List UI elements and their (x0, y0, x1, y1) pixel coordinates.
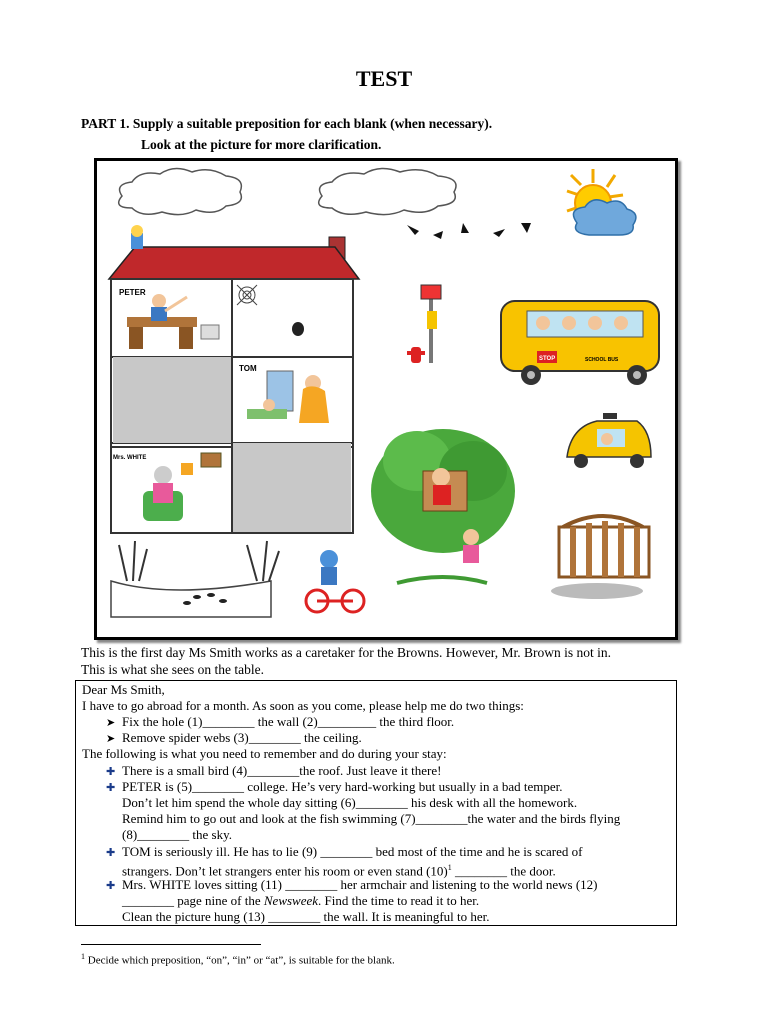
bird-icon (407, 223, 531, 239)
letter-item (106, 877, 598, 894)
label-peter: PETER (119, 288, 146, 297)
boy-on-bike-icon (306, 550, 364, 612)
letter-line: TOM is seriously ill. He has to lie (9) ________ bed most of the time and he is scared of (122, 844, 583, 859)
cloud-icon (319, 168, 456, 214)
footnote-divider (81, 944, 261, 945)
letter-line: Remove spider webs (3)________ the ceiling. (122, 730, 362, 745)
letter-text: ________ page nine of the (122, 893, 264, 908)
letter-line: Mrs. WHITE loves sitting (11) ________ her armchair and listening to the world news (12) (122, 877, 598, 892)
label-mrs-white: Mrs. WHITE (113, 455, 147, 461)
letter-item (106, 844, 582, 861)
letter-line: I have to go abroad for a month. As soon as you come, please help me do two things: (82, 698, 524, 713)
letter-text: ________ the door. (451, 863, 556, 879)
letter-greeting: Dear Ms Smith, (82, 682, 165, 697)
letter-text: strangers. Don’t let strangers enter his room or even stand (10) (122, 863, 448, 879)
taxi-icon (567, 413, 651, 468)
intro-line-1: This is the first day Ms Smith works as a caretaker for the Browns. However, Mr. Brown is not in. (81, 645, 612, 660)
letter-item (106, 763, 442, 780)
fence-icon (551, 516, 649, 599)
sun-icon (567, 169, 636, 235)
pin-bullet-icon: ✚ (106, 847, 116, 859)
letter-item (106, 714, 454, 731)
illustration-picture (94, 158, 678, 640)
letter-line: Remind him to go out and look at the fish swimming (7)________the water and the birds flying (122, 811, 621, 826)
page-title: TEST (355, 66, 413, 91)
pin-bullet-icon: ✚ (106, 782, 116, 794)
fire-hydrant-icon (407, 347, 425, 363)
letter-line: Fix the hole (1)________ the wall (2)_________ the third floor. (122, 714, 455, 729)
letter-line: There is a small bird (4)________the roof. Just leave it there! (122, 763, 442, 778)
newsweek-title: Newsweek (263, 893, 319, 908)
letter-line: PETER is (5)________ college. He’s very hard-working but usually in a bad temper. (122, 779, 563, 794)
pin-bullet-icon: ✚ (106, 766, 116, 778)
tree-icon (371, 429, 515, 583)
pond-icon (111, 541, 279, 617)
footnote-text: Decide which preposition, “on”, “in” or “at”, is suitable for the blank. (85, 954, 395, 967)
label-tom: TOM (239, 364, 257, 373)
school-bus-icon (501, 301, 659, 385)
footnote-ref: 1 (447, 863, 452, 872)
letter-box (75, 680, 677, 926)
footnote (81, 952, 395, 967)
letter-item (106, 779, 562, 796)
letter-line: Clean the picture hung (13) ________ the wall. It is meaningful to her. (122, 909, 490, 924)
part1-instruction: PART 1. Supply a suitable preposition for each blank (when necessary). (81, 116, 493, 131)
bus-stop-sign: STOP (539, 356, 556, 362)
part1-instruction-2: Look at the picture for more clarification. (141, 137, 382, 152)
letter-line (122, 893, 479, 909)
footnote-number: 1 (81, 952, 85, 961)
house-icon (109, 225, 359, 533)
arrow-bullet-icon: ➤ (106, 717, 116, 729)
hole-icon (292, 322, 304, 336)
pin-bullet-icon: ✚ (106, 880, 116, 892)
intro-line-2: This is what she sees on the table. (81, 662, 264, 677)
letter-line: The following is what you need to remember and do during your stay: (82, 746, 447, 761)
letter-line: (8)________ the sky. (122, 827, 233, 842)
letter-item (106, 730, 362, 747)
letter-line: Don’t let him spend the whole day sitting (6)________ his desk with all the homework. (122, 795, 578, 810)
cloud-icon (119, 168, 242, 214)
intro-text (81, 644, 681, 678)
bus-sign: SCHOOL BUS (585, 357, 619, 363)
letter-text: . Find the time to read it to her. (318, 893, 480, 908)
illustration-svg (97, 161, 675, 637)
arrow-bullet-icon: ➤ (106, 733, 116, 745)
